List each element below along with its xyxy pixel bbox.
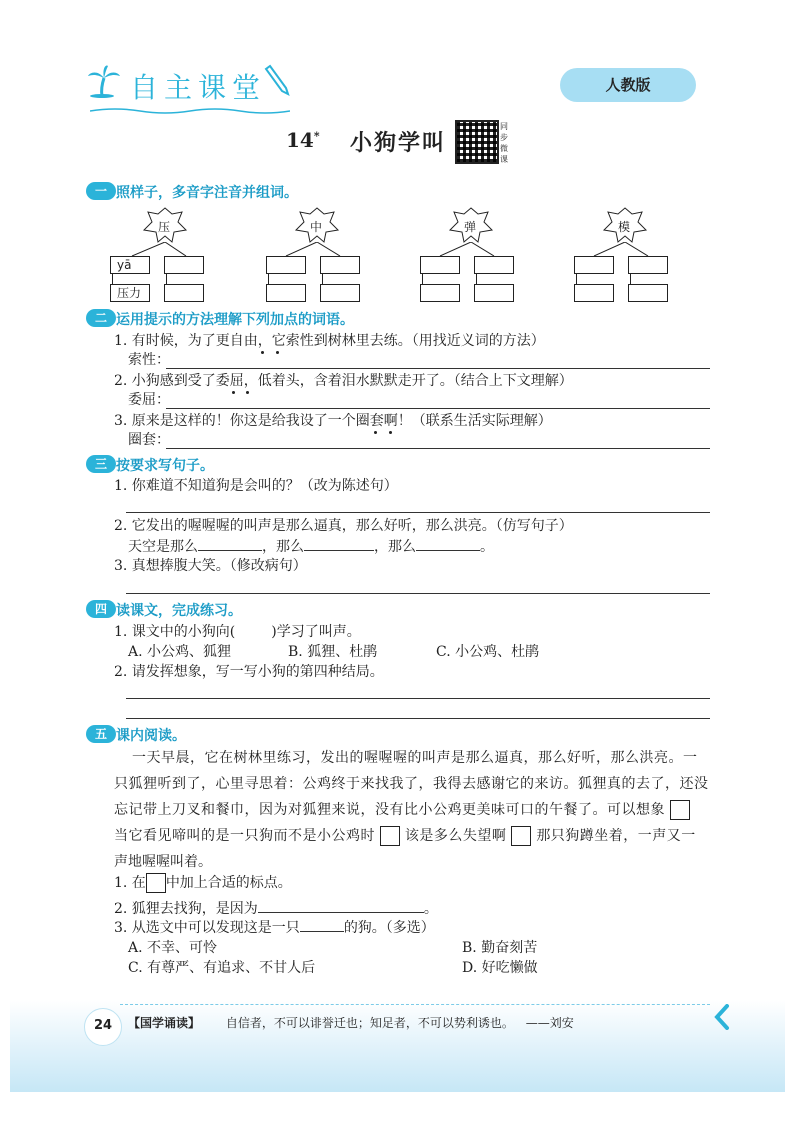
section3-q3: 3. 真想捧腹大笑。（修改病句） [114, 558, 307, 574]
section4-title: 读课文，完成练习。 [116, 603, 242, 619]
section2-item-2: 2. 小狗感到受了委屈，低着头，含着泪水默默走开了。（结合上下文理解） [114, 373, 573, 389]
lesson-number [286, 128, 320, 152]
section5-option-d[interactable]: D. 好吃懒做 [462, 960, 538, 976]
pinyin-box[interactable] [574, 256, 614, 274]
fill-text: 。 [480, 539, 494, 555]
leaf-icon [602, 206, 648, 246]
section3-title: 按要求写句子。 [116, 458, 214, 474]
section3-q2: 2. 它发出的喔喔喔的叫声是那么逼真，那么好听，那么洪亮。（仿写句子） [114, 518, 573, 534]
lesson-number-value: 14 [286, 128, 314, 152]
word-box[interactable] [320, 284, 360, 302]
answer-line[interactable] [166, 368, 710, 369]
footer-author: ——刘安 [525, 1016, 574, 1030]
q1-after: )学习了叫声。 [271, 624, 361, 640]
section4-q1 [114, 622, 361, 642]
punctuation-box[interactable] [380, 826, 400, 846]
section2-label-3: 圈套： [128, 432, 170, 448]
passage-line-1: 一天早晨，它在树林里练习，发出的喔喔喔的叫声是那么逼真，那么好听，那么洪亮。一 [132, 750, 698, 766]
word-box[interactable] [474, 284, 514, 302]
passage-text: 那只狗蹲坐着，一声又一 [536, 828, 696, 844]
answer-line[interactable] [126, 718, 710, 719]
passage-line-3 [114, 800, 690, 820]
char-group-4 [572, 206, 682, 306]
leaf-icon [448, 206, 494, 246]
char-label: 中 [310, 220, 323, 234]
section4-badge: 四 [86, 600, 116, 618]
chevron-left-icon[interactable] [714, 1004, 730, 1034]
palm-tree-icon [86, 64, 122, 102]
header-wave [90, 100, 290, 119]
section4-option-c[interactable]: C. 小公鸡、杜鹃 [436, 644, 540, 660]
passage-line-5: 声地喔喔叫着。 [114, 854, 212, 870]
footer-divider [120, 1004, 710, 1005]
answer-line[interactable] [166, 448, 710, 449]
q3-after: 的狗。（多选） [343, 920, 435, 936]
fill-blank[interactable] [198, 536, 262, 551]
word-box[interactable] [574, 284, 614, 302]
section2-label-1: 索性： [128, 352, 170, 368]
word-box[interactable] [164, 284, 204, 302]
fill-blank[interactable] [416, 536, 480, 551]
section5-option-a[interactable]: A. 不幸、可怜 [128, 940, 218, 956]
passage-text: 该是多么失望啊 [404, 828, 507, 844]
section5-badge: 五 [86, 725, 116, 743]
punctuation-box[interactable] [670, 800, 690, 820]
fill-text: ，那么 [374, 539, 416, 555]
answer-line[interactable] [126, 512, 710, 513]
char-group-2 [264, 206, 374, 306]
qr-side-text: 同步微课 [500, 122, 508, 164]
section5-title: 课内阅读。 [116, 728, 186, 744]
char-label: 压 [158, 220, 171, 234]
footer-quote-text: 自信者，不可以诽誉迁也；知足者，不可以势利诱也。 [225, 1016, 514, 1030]
char-label: 弹 [464, 220, 477, 234]
leaf-icon [294, 206, 340, 246]
char-label: 模 [618, 220, 631, 234]
pinyin-box[interactable] [420, 256, 460, 274]
section3-badge: 三 [86, 455, 116, 473]
leaf-icon [142, 206, 188, 246]
section3-q2-fill [128, 536, 494, 557]
fill-blank[interactable] [300, 917, 344, 932]
char-group-1 [108, 206, 218, 306]
edition-badge: 人教版 [560, 68, 696, 102]
section2-title: 运用提示的方法理解下列加点的词语。 [116, 312, 354, 328]
word-box[interactable] [628, 284, 668, 302]
header-title: 自主课堂 [130, 71, 267, 104]
page-number: 24 [94, 1018, 113, 1033]
section5-q2 [114, 898, 438, 919]
section2-label-2: 委屈： [128, 392, 170, 408]
answer-line[interactable] [126, 593, 710, 594]
word-box[interactable] [266, 284, 306, 302]
pinyin-box[interactable]: yā [110, 256, 150, 274]
section4-option-a[interactable]: A. 小公鸡、狐狸 [128, 644, 232, 660]
fill-blank[interactable] [304, 536, 374, 551]
q2-end: 。 [423, 901, 438, 917]
footer-label: 【国学诵读】 [128, 1016, 201, 1030]
word-box[interactable] [420, 284, 460, 302]
section5-option-b[interactable]: B. 勤奋刻苦 [462, 940, 538, 956]
section4-q2: 2. 请发挥想象，写一写小狗的第四种结局。 [114, 664, 384, 680]
punctuation-box-example [146, 873, 166, 893]
qr-code[interactable] [455, 120, 499, 164]
section2-badge: 二 [86, 309, 116, 327]
pinyin-box[interactable] [266, 256, 306, 274]
char-group-3 [418, 206, 528, 306]
answer-line[interactable] [166, 408, 710, 409]
section5-q1 [114, 873, 292, 893]
fill-text: ，那么 [262, 539, 304, 555]
fill-blank[interactable] [258, 898, 424, 913]
q1-after: 中加上合适的标点。 [165, 875, 292, 891]
passage-line-2: 只狐狸听到了，心里寻思着：公鸡终于来找我了，我得去感谢它的来访。狐狸真的去了，还没 [114, 776, 709, 792]
q3-before: 3. 从选文中可以发现这是一只 [114, 920, 300, 936]
section5-q3 [114, 917, 435, 938]
passage-text: 忘记带上刀叉和餐巾，因为对狐狸来说，没有比小公鸡更美味可口的午餐了。可以想象 [114, 802, 665, 818]
passage-line-4 [114, 826, 696, 846]
q2-text: 2. 狐狸去找狗，是因为 [114, 901, 258, 917]
fill-text: 天空是那么 [128, 539, 198, 555]
section2-item-3: 3. 原来是这样的！你这是给我设了一个圈套啊！（联系生活实际理解） [114, 413, 552, 429]
word-box[interactable]: 压力 [110, 284, 150, 302]
answer-line[interactable] [126, 698, 710, 699]
section3-q1: 1. 你难道不知道狗是会叫的？（改为陈述句） [114, 478, 398, 494]
pinyin-box[interactable] [164, 256, 204, 274]
passage-text: 当它看见啼叫的是一只狗而不是小公鸡时 [114, 828, 375, 844]
lesson-title: 小狗学叫 [350, 131, 447, 156]
punctuation-box[interactable] [511, 826, 531, 846]
section5-option-c[interactable]: C. 有尊严、有追求、不甘人后 [128, 960, 316, 976]
footer-quote [128, 1014, 574, 1031]
q1-before: 1. 课文中的小狗向( [114, 624, 236, 640]
section1-badge: 一 [86, 182, 116, 200]
pinyin-box[interactable] [474, 256, 514, 274]
section4-option-b[interactable]: B. 狐狸、杜鹃 [288, 644, 378, 660]
pencil-icon [264, 62, 294, 100]
section2-item-1: 1. 有时候，为了更自由，它索性到树林里去练。（用找近义词的方法） [114, 333, 545, 349]
section1-title: 照样子，多音字注音并组词。 [116, 185, 298, 201]
lesson-star: * [313, 129, 320, 143]
pinyin-box[interactable] [320, 256, 360, 274]
q1-before: 1. 在 [114, 875, 146, 891]
pinyin-box[interactable] [628, 256, 668, 274]
